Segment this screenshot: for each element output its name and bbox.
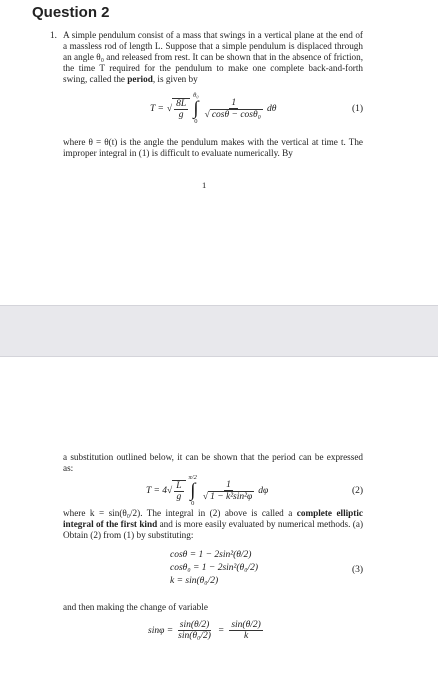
period-term: period [127,74,153,84]
eq3-line: cosθ = 1 − 2sin²(θ/2) [170,550,252,560]
integral-sign: ∫ [190,480,196,501]
where-paragraph-2 [63,508,363,541]
eq2-differential: dφ [258,485,269,496]
elliptic-integral-term: complete elliptic integral of the first kind [63,508,363,529]
integral-sign: ∫ [193,98,199,119]
eq4-fraction-2: $\frac{\sin(\theta/2)}{k}$ [231,620,261,641]
where-paragraph-1: where θ = θ(t) is the angle the pendulum makes with the vertical at time t. The improper integral in (1) is difficult to evaluate numerically. By [63,137,363,158]
eq2-root-fraction: $\frac{L}{g}$ [176,480,182,502]
item-number: 1. [50,30,57,40]
eq2-lower-limit: 0 [191,500,195,507]
eq4-equals: = [217,625,225,636]
eq4-lhs: sinφ = [148,625,174,636]
equation-1: T = √ $\frac{8L}{g}$ θ₀ ∫ 0 $\frac{1}{\text{√ cosθ − cosθ₀}}$ dθ [150,92,277,125]
eq3-line: k = sin(θ₀/2) [170,576,219,586]
equation-3 [170,549,258,588]
eq1-lower-limit: 0 [194,118,198,125]
eq1-integrand: $\frac{1}{\text{√ cosθ − cosθ₀}}$ [204,97,261,120]
where2-end: and is more easily evaluated by numerical methods. (a) Obtain (2) from (1) by substituting: [63,519,364,540]
intro-text: A simple pendulum consist of a mass that swings in a vertical plane at the end of a massless rod of length L. Suppose that a simple pendulum is displaced through an angle θ₀ and released from rest. It can be shown that in the absence of friction, the time T required for the pendulum to make one complete back-and-forth swing, called the [63,30,363,84]
page-break [0,305,438,357]
intro-end: , is given by [152,74,198,84]
change-variable-text: and then making the change of variable [63,602,208,612]
eq1-root-fraction: $\frac{8L}{g}$ [176,98,187,120]
where2-start: where k = sin(θ₀/2). The integral in (2) above is called a [63,508,293,518]
substitution-paragraph: a substitution outlined below, it can be shown that the period can be expressed as: [63,452,363,473]
eq1-upper-limit: θ₀ [193,92,199,99]
eq2-lhs: T = 4 [146,485,168,496]
eq3-number: (3) [352,565,364,575]
eq1-lhs: T = [150,103,164,114]
equation-2: T = 4 √ $\frac{L}{g}$ π/2 ∫ 0 $\frac{1}{\text{√ 1 − k²sin²φ}}$ dφ [146,474,269,507]
eq4-fraction-1: $\frac{\sin(\theta/2)}{\text{sin(θ₀/2)}}$ [178,620,211,641]
eq2-integrand: $\frac{1}{\text{√ 1 − k²sin²φ}}$ [202,479,253,502]
equation-4 [148,620,263,641]
eq1-differential: dθ [266,103,277,114]
eq3-line: cosθ₀ = 1 − 2sin²(θ₀/2) [170,563,259,573]
question-heading: Question 2 [32,4,110,21]
eq2-upper-limit: π/2 [188,474,197,481]
eq1-number: (1) [352,104,364,114]
intro-paragraph [63,30,363,85]
page-number: 1 [202,180,207,190]
eq2-number: (2) [352,486,364,496]
